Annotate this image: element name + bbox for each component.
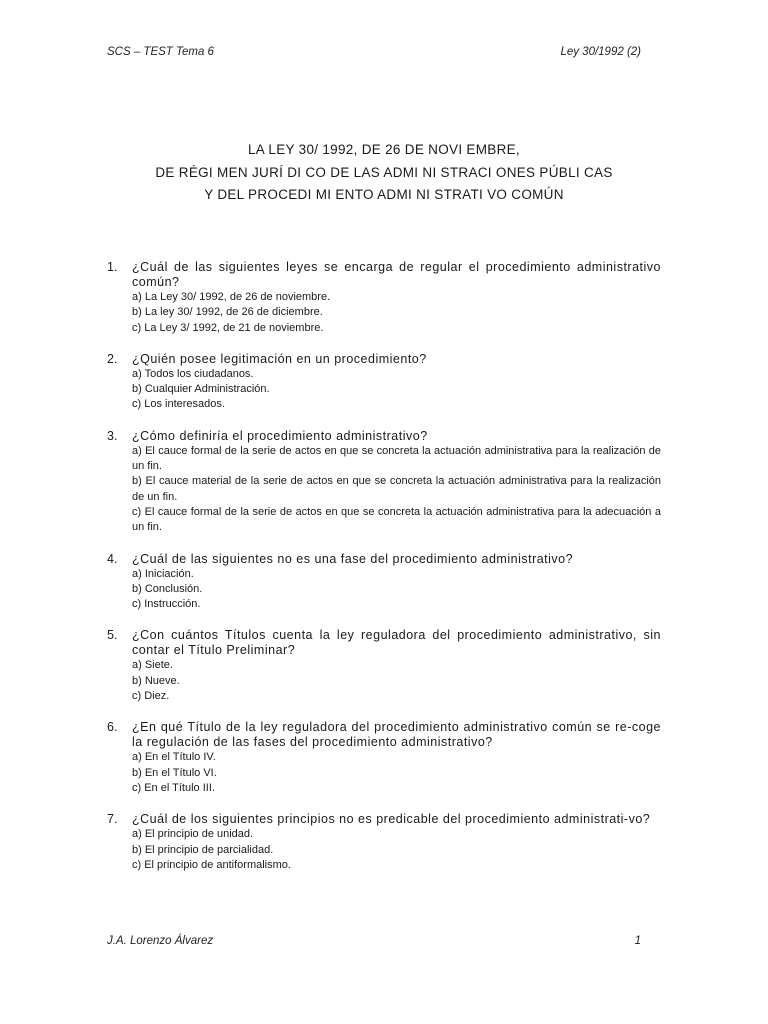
answer-option: c) La Ley 3/ 1992, de 21 de noviembre. <box>132 321 324 334</box>
question-number: 2. <box>107 351 118 366</box>
answer-option: c) Los interesados. <box>132 398 225 411</box>
answer-option: c) El principio de antiformalismo. <box>132 858 291 871</box>
question-number: 5. <box>107 628 118 643</box>
answer-option: c) Diez. <box>132 690 170 703</box>
answer-option: a) Todos los ciudadanos. <box>132 367 254 380</box>
answer-option: a) La Ley 30/ 1992, de 26 de noviembre. <box>132 291 331 303</box>
question-3 <box>107 429 661 536</box>
question-text: ¿En qué Título de la ley reguladora del procedimiento administrativo común se re-coge la regulación de las fases del procedimiento administrativo? <box>132 720 661 750</box>
answer-option: c) El cauce formal de la serie de actos en que se concreta la actuación administrativa para la adecuación a un fin. <box>132 505 661 534</box>
question-text: ¿Cuál de los siguientes principios no es predicable del procedimiento administrati-vo? <box>132 812 651 827</box>
page-number: 1 <box>634 935 641 947</box>
document-title <box>0 139 768 207</box>
question-text: ¿Cuál de las siguientes leyes se encarga de regular el procedimiento administrativo común? <box>132 260 661 289</box>
question-1 <box>107 260 661 336</box>
answer-option: b) El cauce material de la serie de actos en que se concreta la actuación administrativa para la realización de un fin. <box>132 475 661 503</box>
question-number: 1. <box>107 260 118 274</box>
title-line: Y DEL PROCEDI MI ENTO ADMI NI STRATI VO COMÚN <box>204 187 564 202</box>
question-6 <box>107 720 661 796</box>
answer-option: b) Cualquier Administración. <box>132 383 270 396</box>
question-number: 6. <box>107 720 118 735</box>
question-number: 3. <box>107 428 118 443</box>
question-text: ¿Quién posee legitimación en un procedimiento? <box>132 351 427 366</box>
footer-author: J.A. Lorenzo Álvarez <box>107 935 214 947</box>
question-7 <box>107 812 661 873</box>
title-line: LA LEY 30/ 1992, DE 26 DE NOVI EMBRE, <box>248 142 520 157</box>
answer-option: a) Siete. <box>132 659 173 672</box>
answer-option: a) En el Título IV. <box>132 751 216 764</box>
answer-option: b) El principio de parcialidad. <box>132 843 274 856</box>
question-list <box>107 260 661 889</box>
question-number: 4. <box>107 551 118 566</box>
page-footer <box>107 935 641 947</box>
question-text: ¿Con cuántos Títulos cuenta la ley reguladora del procedimiento administrativo, sin contar el Título Preliminar? <box>132 628 661 658</box>
question-text: ¿Cuál de las siguientes no es una fase del procedimiento administrativo? <box>132 551 574 566</box>
question-number: 7. <box>107 812 118 827</box>
answer-option: b) La ley 30/ 1992, de 26 de diciembre. <box>132 306 323 319</box>
header-left: SCS – TEST Tema 6 <box>107 46 214 58</box>
question-4 <box>107 552 661 613</box>
question-2 <box>107 352 661 413</box>
page-header <box>107 46 641 58</box>
answer-option: a) El principio de unidad. <box>132 828 254 841</box>
question-text: ¿Cómo definiría el procedimiento administrativo? <box>132 428 428 443</box>
answer-option: b) En el Título VI. <box>132 766 217 779</box>
answer-option: a) Iniciación. <box>132 567 194 580</box>
answer-option: a) El cauce formal de la serie de actos en que se concreta la actuación administrativa para la realización de un fin. <box>132 444 661 473</box>
answer-option: b) Conclusión. <box>132 582 203 595</box>
answer-option: b) Nueve. <box>132 674 180 687</box>
answer-option: c) Instrucción. <box>132 598 201 611</box>
answer-option: c) En el Título III. <box>132 781 215 794</box>
question-5 <box>107 628 661 704</box>
header-right: Ley 30/1992 (2) <box>560 46 641 58</box>
title-line: DE RÉGI MEN JURÍ DI CO DE LAS ADMI NI STRACI ONES PÚBLI CAS <box>155 164 613 180</box>
